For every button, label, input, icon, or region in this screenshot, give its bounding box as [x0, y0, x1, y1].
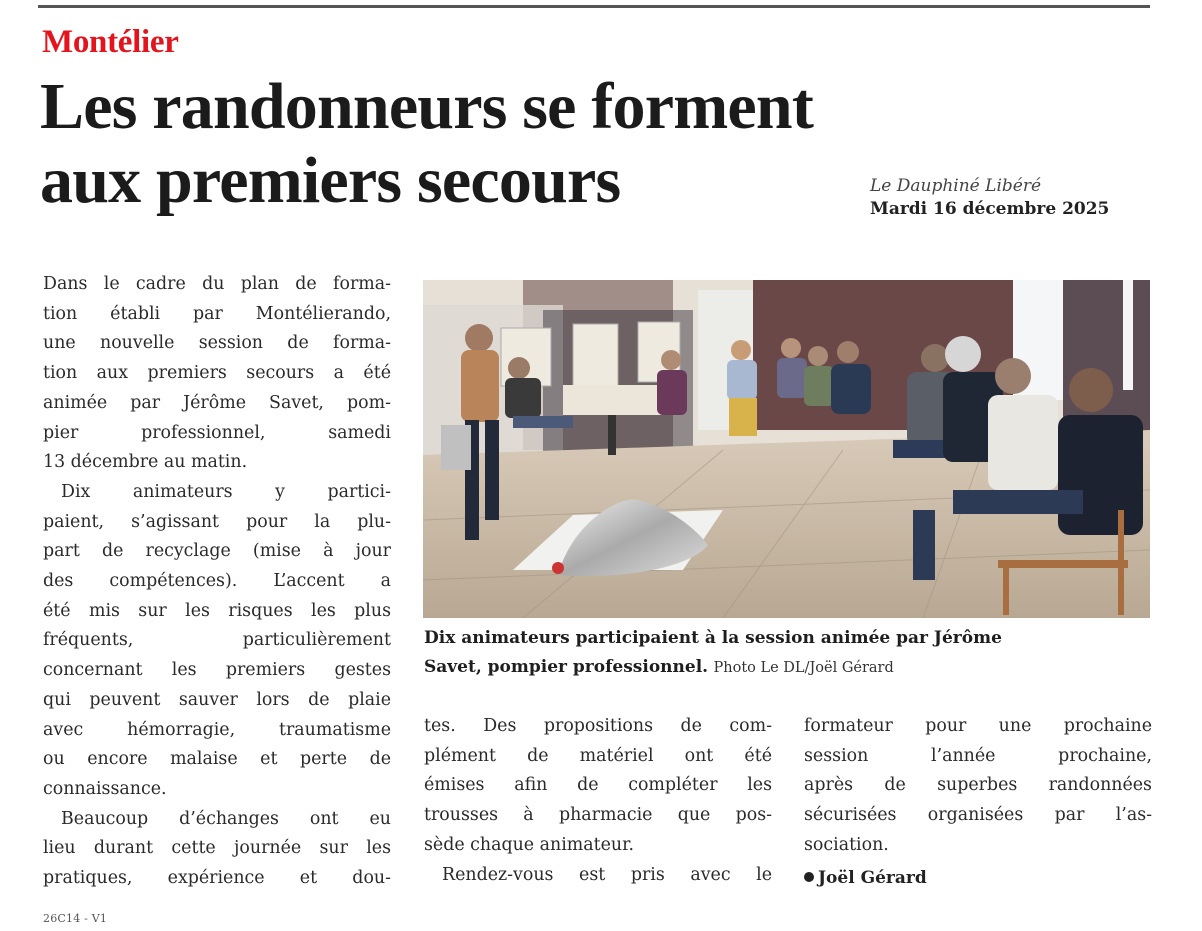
headline-line-1: Les randonneurs se forment — [40, 70, 814, 143]
article-photo — [423, 280, 1150, 618]
text-line: qui peuvent sauver lors de plaie — [43, 689, 391, 710]
text-line: sécurisées organisées par l’as- — [804, 805, 1152, 826]
text-line: concernant les premiers gestes — [43, 660, 391, 681]
text-line: connaissance. — [43, 778, 167, 799]
photo-credit: Photo Le DL/Joël Gérard — [713, 660, 894, 676]
headline-line-2: aux premiers secours — [40, 144, 621, 217]
publication-name: Le Dauphiné Libéré — [870, 176, 1042, 196]
text-line: Rendez-vous est pris avec le — [442, 864, 772, 885]
text-line: Dans le cadre du plan de forma- — [43, 274, 391, 294]
text-line: une nouvelle session de forma- — [43, 333, 391, 354]
author-name: Joël Gérard — [818, 868, 927, 888]
bullet-icon — [804, 872, 814, 882]
text-line: tes. Des propositions de com- — [424, 716, 772, 736]
text-line: tion aux premiers secours a été — [43, 363, 391, 384]
section-kicker: Montélier — [42, 24, 179, 60]
text-line: Beaucoup d’échanges ont eu — [61, 808, 391, 829]
caption-line-1: Dix animateurs participaient à la session animée par Jérôme — [424, 628, 1002, 648]
publication-block — [870, 174, 1109, 220]
caption-line-2: Savet, pompier professionnel. — [424, 657, 709, 677]
author-byline — [804, 864, 927, 892]
text-line: session l’année prochaine, — [804, 745, 1152, 766]
text-line: ou encore malaise et perte de — [43, 749, 391, 770]
headline — [40, 70, 1000, 218]
text-line: fréquents, particulièrement — [43, 630, 391, 651]
text-line: sède chaque animateur. — [424, 834, 635, 855]
text-line: Dix animateurs y partici- — [61, 481, 391, 502]
text-line: pratiques, expérience et dou- — [43, 868, 391, 889]
text-line: animée par Jérôme Savet, pom- — [43, 392, 391, 413]
text-line: plément de matériel ont été — [424, 745, 772, 766]
text-line: trousses à pharmacie que pos- — [424, 805, 772, 826]
photo-illustration — [423, 280, 1150, 618]
text-line: pier professionnel, samedi — [43, 422, 391, 443]
text-line: part de recyclage (mise à jour — [43, 541, 391, 562]
text-line: des compétences). L’accent a — [43, 571, 391, 592]
photo-caption — [424, 624, 1154, 683]
text-line: tion établi par Montélierando, — [43, 303, 391, 324]
text-line: 13 décembre au matin. — [43, 452, 248, 473]
text-line: lieu durant cette journée sur les — [43, 838, 391, 859]
text-line: sociation. — [804, 834, 889, 855]
page-reference: 26C14 - V1 — [43, 912, 108, 925]
body-column-2 — [424, 712, 772, 890]
text-line: paient, s’agissant pour la plu- — [43, 511, 391, 532]
text-line: avec hémorragie, traumatisme — [43, 719, 391, 740]
text-line: été mis sur les risques les plus — [43, 600, 391, 621]
body-column-3 — [804, 712, 1152, 861]
body-column-1 — [43, 270, 391, 894]
text-line: formateur pour une prochaine — [804, 716, 1152, 736]
text-line: après de superbes randonnées — [804, 775, 1152, 796]
publication-date: Mardi 16 décembre 2025 — [870, 199, 1110, 219]
text-line: émises afin de compléter les — [424, 775, 772, 796]
top-rule — [38, 5, 1150, 8]
